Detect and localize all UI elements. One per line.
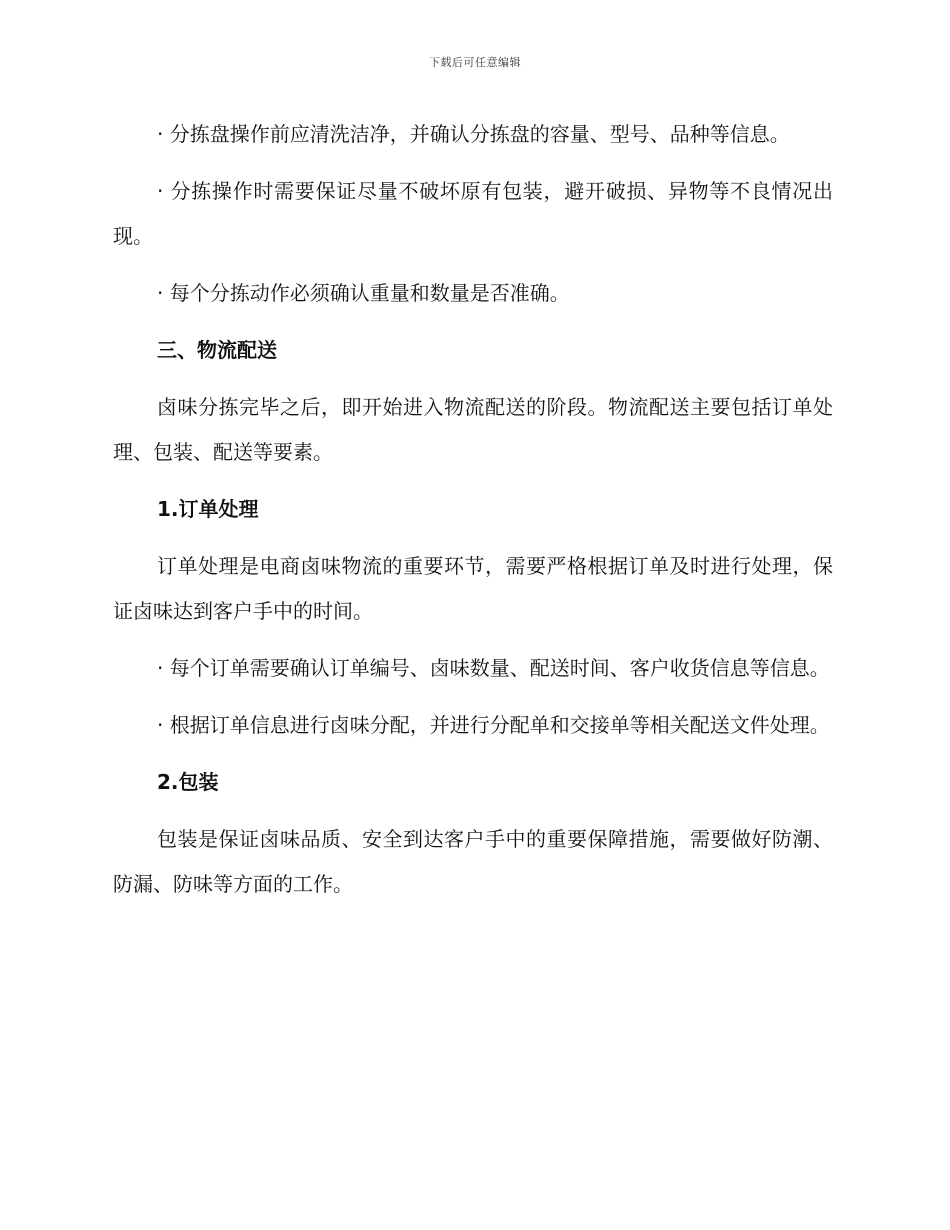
document-body (113, 112, 833, 919)
subsection-heading: 1.订单处理 (157, 497, 259, 521)
body-paragraph: 订单处理是电商卤味物流的重要环节，需要严格根据订单及时进行处理，保证卤味达到客户手中的时间。 (113, 554, 833, 623)
section-heading: 三、物流配送 (157, 338, 277, 362)
header-note: 下载后可任意编辑 (429, 56, 521, 69)
bullet-paragraph: · 每个分拣动作必须确认重量和数量是否准确。 (157, 281, 570, 305)
body-paragraph: 包装是保证卤味品质、安全到达客户手中的重要保障措施，需要做好防潮、防漏、防味等方面的工作。 (113, 827, 833, 896)
bullet-paragraph: · 每个订单需要确认订单编号、卤味数量、配送时间、客户收货信息等信息。 (157, 656, 830, 680)
bullet-paragraph: · 根据订单信息进行卤味分配，并进行分配单和交接单等相关配送文件处理。 (157, 713, 830, 737)
body-paragraph: 卤味分拣完毕之后，即开始进入物流配送的阶段。物流配送主要包括订单处理、包装、配送等要素。 (113, 395, 833, 464)
subsection-heading: 2.包装 (157, 770, 219, 794)
bullet-paragraph: · 分拣盘操作前应清洗洁净，并确认分拣盘的容量、型号、品种等信息。 (157, 122, 790, 146)
bullet-paragraph: · 分拣操作时需要保证尽量不破坏原有包装，避开破损、异物等不良情况出现。 (113, 179, 833, 248)
